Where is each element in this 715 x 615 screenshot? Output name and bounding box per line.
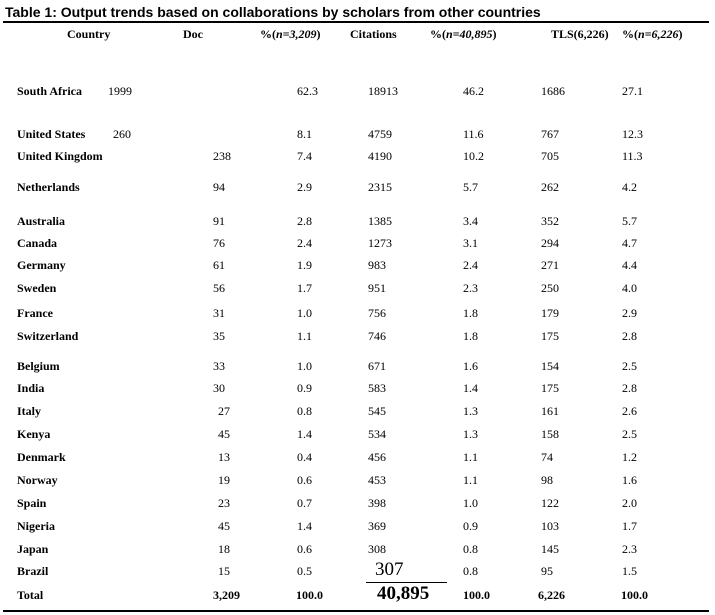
row-tls: 122 xyxy=(541,496,559,510)
row-citations: 369 xyxy=(368,519,386,533)
row-pct-doc: 62.3 xyxy=(297,84,318,98)
row-country: Australia xyxy=(17,214,65,228)
row-pct-tls: 2.5 xyxy=(622,427,637,441)
row-doc: 33 xyxy=(213,359,225,373)
row-pct-tls: 4.2 xyxy=(622,180,637,194)
row-tls: 175 xyxy=(541,329,559,343)
row-citations: 453 xyxy=(368,473,386,487)
row-pct-tls: 11.3 xyxy=(622,149,643,163)
row-pct-doc: 0.5 xyxy=(297,564,312,578)
row-citations: 398 xyxy=(368,496,386,510)
total-pct-tls: 100.0 xyxy=(621,588,648,602)
row-citations: 308 xyxy=(368,542,386,556)
row-doc: 19 xyxy=(218,473,230,487)
row-citations: 18913 xyxy=(368,84,398,98)
row-tls: 250 xyxy=(541,281,559,295)
row-pct-doc: 1.9 xyxy=(297,258,312,272)
row-pct-tls: 2.8 xyxy=(622,381,637,395)
row-pct-citations: 3.4 xyxy=(463,214,478,228)
row-pct-tls: 4.7 xyxy=(622,236,637,250)
row-country: Denmark xyxy=(17,450,66,464)
total-tls: 6,226 xyxy=(538,588,565,602)
row-country: France xyxy=(17,306,53,320)
row-tls: 352 xyxy=(541,214,559,228)
row-pct-citations: 1.0 xyxy=(463,496,478,510)
row-pct-doc: 0.4 xyxy=(297,450,312,464)
row-pct-tls: 4.4 xyxy=(622,258,637,272)
total-doc: 3,209 xyxy=(213,588,240,602)
row-doc: 30 xyxy=(213,381,225,395)
row-tls: 262 xyxy=(541,180,559,194)
row-country: Spain xyxy=(17,496,47,510)
row-country: Switzerland xyxy=(17,329,79,343)
row-doc: 45 xyxy=(218,427,230,441)
row-pct-citations: 2.4 xyxy=(463,258,478,272)
row-tls: 767 xyxy=(541,127,559,141)
row-pct-doc: 0.9 xyxy=(297,381,312,395)
row-citations: 307 xyxy=(375,559,404,580)
row-citations: 1273 xyxy=(368,236,392,250)
row-doc: 94 xyxy=(213,180,225,194)
row-citations: 1385 xyxy=(368,214,392,228)
header-country: Country xyxy=(67,27,111,41)
row-pct-tls: 2.5 xyxy=(622,359,637,373)
row-doc: 56 xyxy=(213,281,225,295)
row-country: United States xyxy=(17,127,86,141)
header-pct-citations: %(n=40,895) xyxy=(430,27,497,41)
row-country: Sweden xyxy=(17,281,57,295)
row-pct-citations: 0.9 xyxy=(463,519,478,533)
row-tls: 95 xyxy=(541,564,553,578)
total-pct-citations: 100.0 xyxy=(463,588,490,602)
total-label: Total xyxy=(17,588,44,602)
header-tls: TLS(6,226) xyxy=(551,27,609,41)
row-country: Kenya xyxy=(17,427,51,441)
row-doc: 18 xyxy=(218,542,230,556)
header-pct-doc: %(n=3,209) xyxy=(260,27,321,41)
total-pct-doc: 100.0 xyxy=(296,588,323,602)
row-tls: 74 xyxy=(541,450,553,464)
row-pct-doc: 8.1 xyxy=(297,127,312,141)
row-pct-doc: 2.9 xyxy=(297,180,312,194)
row-doc: 35 xyxy=(213,329,225,343)
row-tls: 161 xyxy=(541,404,559,418)
row-doc: 76 xyxy=(213,236,225,250)
row-pct-doc: 1.7 xyxy=(297,281,312,295)
table-bottom-rule xyxy=(3,610,709,612)
row-country: South Africa xyxy=(17,84,83,98)
row-tls: 179 xyxy=(541,306,559,320)
row-citations: 456 xyxy=(368,450,386,464)
row-pct-tls: 2.0 xyxy=(622,496,637,510)
row-pct-doc: 0.6 xyxy=(297,473,312,487)
row-citations: 671 xyxy=(368,359,386,373)
row-citations: 583 xyxy=(368,381,386,395)
row-pct-citations: 1.3 xyxy=(463,427,478,441)
row-pct-tls: 27.1 xyxy=(622,84,643,98)
row-pct-doc: 0.6 xyxy=(297,542,312,556)
row-citations: 746 xyxy=(368,329,386,343)
row-pct-citations: 5.7 xyxy=(463,180,478,194)
row-tls: 1686 xyxy=(541,84,565,98)
row-pct-tls: 1.6 xyxy=(622,473,637,487)
row-doc: 260 xyxy=(113,127,131,141)
row-doc: 91 xyxy=(213,214,225,228)
row-country: Germany xyxy=(17,258,66,272)
row-country: Norway xyxy=(17,473,58,487)
row-pct-citations: 1.6 xyxy=(463,359,478,373)
row-tls: 154 xyxy=(541,359,559,373)
row-citations: 4190 xyxy=(368,149,392,163)
row-country: Belgium xyxy=(17,359,60,373)
row-pct-tls: 2.6 xyxy=(622,404,637,418)
row-pct-citations: 2.3 xyxy=(463,281,478,295)
table-top-rule xyxy=(3,21,709,23)
row-tls: 103 xyxy=(541,519,559,533)
row-doc: 23 xyxy=(218,496,230,510)
row-pct-citations: 1.3 xyxy=(463,404,478,418)
row-country: Brazil xyxy=(17,564,49,578)
row-citations: 4759 xyxy=(368,127,392,141)
row-doc: 61 xyxy=(213,258,225,272)
row-pct-doc: 0.8 xyxy=(297,404,312,418)
row-pct-citations: 0.8 xyxy=(463,564,478,578)
row-pct-citations: 1.8 xyxy=(463,306,478,320)
row-pct-doc: 1.0 xyxy=(297,359,312,373)
row-doc: 238 xyxy=(213,149,231,163)
row-citations: 2315 xyxy=(368,180,392,194)
row-pct-tls: 2.8 xyxy=(622,329,637,343)
header-citations: Citations xyxy=(350,27,397,41)
row-pct-citations: 1.4 xyxy=(463,381,478,395)
row-tls: 98 xyxy=(541,473,553,487)
row-citations: 756 xyxy=(368,306,386,320)
row-pct-tls: 1.7 xyxy=(622,519,637,533)
row-pct-tls: 12.3 xyxy=(622,127,643,141)
row-pct-citations: 0.8 xyxy=(463,542,478,556)
row-pct-doc: 2.4 xyxy=(297,236,312,250)
row-doc: 31 xyxy=(213,306,225,320)
header-doc: Doc xyxy=(183,27,203,41)
row-pct-doc: 1.4 xyxy=(297,519,312,533)
row-pct-doc: 1.0 xyxy=(297,306,312,320)
row-citations: 545 xyxy=(368,404,386,418)
row-tls: 145 xyxy=(541,542,559,556)
row-tls: 158 xyxy=(541,427,559,441)
row-pct-tls: 1.5 xyxy=(622,564,637,578)
row-doc: 27 xyxy=(218,404,230,418)
total-citations: 40,895 xyxy=(377,583,430,604)
row-pct-citations: 1.1 xyxy=(463,450,478,464)
row-country: Italy xyxy=(17,404,41,418)
row-country: United Kingdom xyxy=(17,149,103,163)
row-doc: 45 xyxy=(218,519,230,533)
row-pct-citations: 11.6 xyxy=(463,127,484,141)
row-citations: 983 xyxy=(368,258,386,272)
row-country: Canada xyxy=(17,236,58,250)
row-citations: 534 xyxy=(368,427,386,441)
row-pct-tls: 2.9 xyxy=(622,306,637,320)
row-pct-citations: 1.1 xyxy=(463,473,478,487)
row-pct-tls: 1.2 xyxy=(622,450,637,464)
row-country: Nigeria xyxy=(17,519,55,533)
row-doc: 13 xyxy=(218,450,230,464)
row-pct-citations: 3.1 xyxy=(463,236,478,250)
row-tls: 294 xyxy=(541,236,559,250)
row-tls: 175 xyxy=(541,381,559,395)
row-tls: 271 xyxy=(541,258,559,272)
row-country: India xyxy=(17,381,45,395)
row-pct-tls: 4.0 xyxy=(622,281,637,295)
row-country: Netherlands xyxy=(17,180,80,194)
row-pct-doc: 0.7 xyxy=(297,496,312,510)
row-pct-citations: 1.8 xyxy=(463,329,478,343)
row-pct-citations: 46.2 xyxy=(463,84,484,98)
row-pct-citations: 10.2 xyxy=(463,149,484,163)
row-pct-tls: 5.7 xyxy=(622,214,637,228)
row-doc: 15 xyxy=(218,564,230,578)
header-pct-tls: %(n=6,226) xyxy=(622,27,683,41)
row-pct-doc: 7.4 xyxy=(297,149,312,163)
row-country: Japan xyxy=(17,542,49,556)
row-pct-tls: 2.3 xyxy=(622,542,637,556)
row-pct-doc: 1.4 xyxy=(297,427,312,441)
row-pct-doc: 2.8 xyxy=(297,214,312,228)
row-pct-doc: 1.1 xyxy=(297,329,312,343)
row-tls: 705 xyxy=(541,149,559,163)
table-title: Table 1: Output trends based on collaborations by scholars from other countries xyxy=(5,4,541,20)
row-citations: 951 xyxy=(368,281,386,295)
row-doc: 1999 xyxy=(108,84,132,98)
